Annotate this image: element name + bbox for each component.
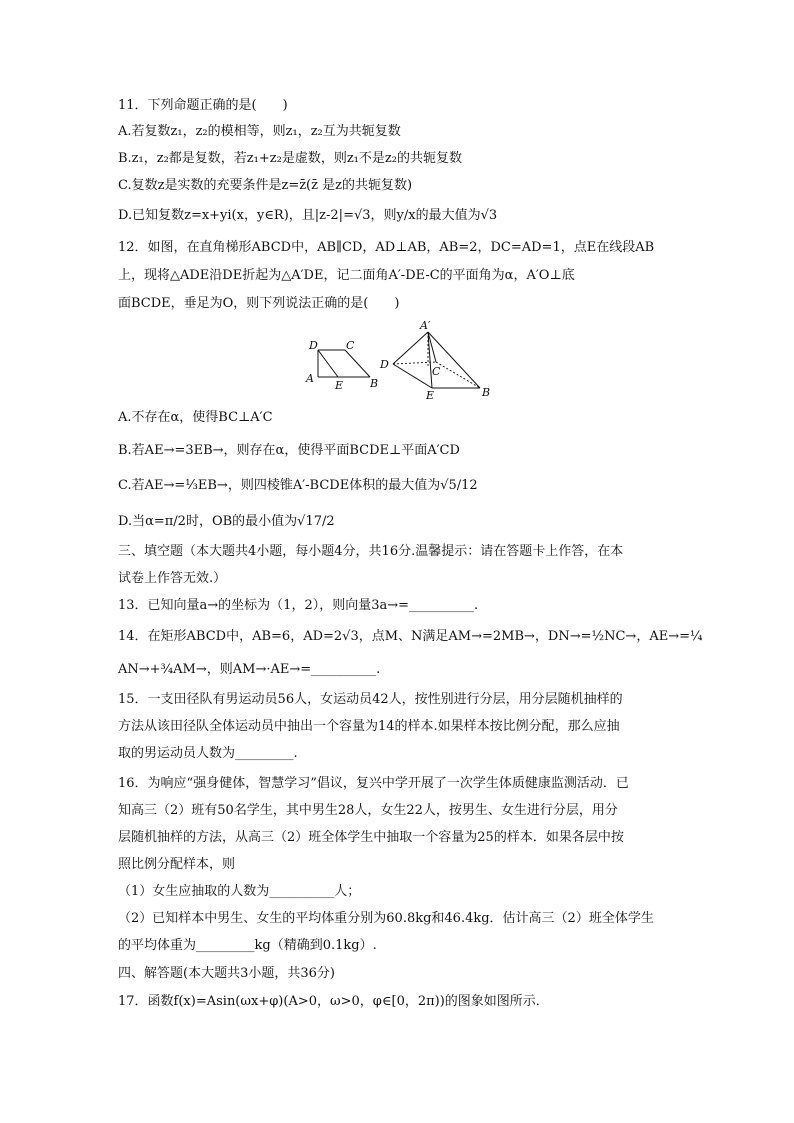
question-16-part2-line1: （2）已知样本中男生、女生的平均体重分别为60.8kg和46.4kg．估计高三（2）班全体学生 <box>118 911 654 926</box>
question-12-stem-line3: 面BCDE，垂足为O，则下列说法正确的是( ) <box>118 296 400 311</box>
q12-option-b: B.若AE→=3EB→，则存在α，使得平面BCDE⊥平面A′CD <box>118 443 460 458</box>
q12-option-c: C.若AE→=⅓EB→，则四棱锥A′-BCDE体积的最大值为√5/12 <box>118 478 478 493</box>
question-16-line4: 照比例分配样本，则 <box>118 857 236 872</box>
question-15-line2: 方法从该田径队全体运动员中抽出一个容量为14的样本.如果样本按比例分配，那么应抽 <box>118 719 620 734</box>
q12-option-d: D.当α=π/2时，OB的最小值为√17/2 <box>118 514 335 529</box>
label-a: A <box>306 372 314 385</box>
question-16-line3: 层随机抽样的方法，从高三（2）班全体学生中抽取一个容量为25的样本．如果各层中按 <box>118 830 624 845</box>
label-c-right: C <box>432 365 441 378</box>
q12-option-a: A.不存在α，使得BC⊥A′C <box>118 410 273 425</box>
question-14-line2: AN→+¾AM→，则AM→·AE→=__________. <box>118 662 381 677</box>
q11-option-c: C.复数z是实数的充要条件是z=z̄(z̄ 是z的共轭复数) <box>118 178 413 193</box>
section-3-heading-line2: 试卷上作答无效.） <box>118 571 227 586</box>
question-12-stem-line2: 上，现将△ADE沿DE折起为△A′DE，记二面角A′-DE-C的平面角为α，A′O⊥底 <box>118 268 575 283</box>
section-4-heading: 四、解答题(本大题共3小题，共36分) <box>118 966 335 981</box>
q11-option-a: A.若复数z₁，z₂的模相等，则z₁，z₂互为共轭复数 <box>118 124 401 139</box>
question-14-line1: 14．在矩形ABCD中，AB=6，AD=2√3，点M、N满足AM→=2MB→，DN→=½NC→，AE→=¼ <box>118 629 703 644</box>
question-16-line1: 16．为响应“强身健体，智慧学习”倡议，复兴中学开展了一次学生体质健康监测活动．已 <box>118 776 629 791</box>
q11-option-d: D.已知复数z=x+yi(x，y∈R)，且|z-2|=√3，则y/x的最大值为√3 <box>118 208 498 223</box>
question-16-part2-line2: 的平均体重为_________kg（精确到0.1kg）. <box>118 938 377 953</box>
label-a-prime: A′ <box>420 319 431 332</box>
label-b: B <box>370 377 379 390</box>
question-16-line2: 知高三（2）班有50名学生，其中男生28人，女生22人，按男生、女生进行分层，用分 <box>118 803 618 818</box>
section-3-heading-line1: 三、填空题（本大题共4小题，每小题4分，共16分.温馨提示：请在答题卡上作答，在本 <box>118 544 624 559</box>
question-11-stem: 11．下列命题正确的是( ) <box>118 98 288 113</box>
trapezoid-fold-figure <box>300 318 505 400</box>
label-b-right: B <box>482 386 491 399</box>
label-c: C <box>346 339 355 352</box>
label-d: D <box>309 339 318 352</box>
question-15-line1: 15．一支田径队有男运动员56人，女运动员42人，按性别进行分层，用分层随机抽样的 <box>118 692 623 707</box>
question-16-part1: （1）女生应抽取的人数为__________人； <box>118 884 361 899</box>
question-12-stem-line1: 12．如图，在直角梯形ABCD中，AB∥CD，AD⊥AB，AB=2，DC=AD=1，点E在线段AB <box>118 240 655 255</box>
trapezoid-diagram <box>305 339 378 392</box>
question-13: 13．已知向量a→的坐标为（1，2），则向量3a→=__________. <box>118 598 479 613</box>
label-e-right: E <box>426 389 435 400</box>
pyramid-diagram <box>379 319 490 400</box>
question-15-line3: 取的男运动员人数为_________. <box>118 746 298 761</box>
label-d-right: D <box>380 358 389 371</box>
q11-option-b: B.z₁，z₂都是复数，若z₁+z₂是虚数，则z₁不是z₂的共轭复数 <box>118 151 462 166</box>
question-17: 17．函数f(x)=Asin(ωx+φ)(A>0，ω>0，φ∈[0，2π))的图象如图所示． <box>118 994 549 1009</box>
label-e: E <box>335 379 344 392</box>
